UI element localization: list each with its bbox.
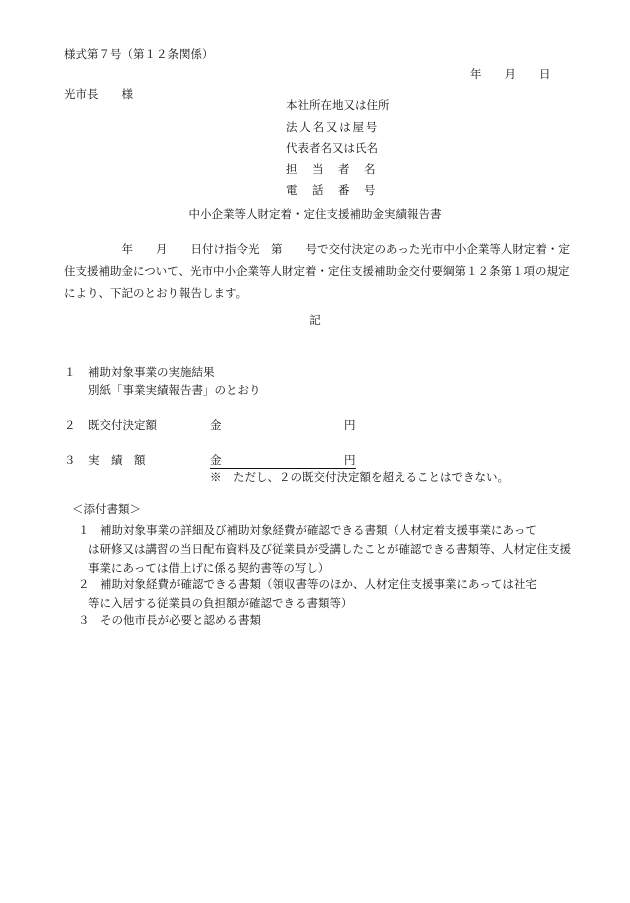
item-3-amount-prefix: 金 xyxy=(210,453,222,467)
item-3-amount-suffix: 円 xyxy=(344,453,356,467)
item-3-label: 実 績 額 xyxy=(88,453,146,467)
attachment-1-continuation: は研修又は講習の当日配布資料及び従業員が受講したことが確認できる書類等、人材定住支援事業にあっては借上げに係る契約書等の写し） xyxy=(88,542,571,575)
ki-heading: 記 xyxy=(309,313,321,327)
phone-number-label: 電話番号 xyxy=(286,183,390,197)
applicant-name-label: 法人名又は屋号 xyxy=(286,120,380,134)
item-1-label: 補助対象事業の実施結果 xyxy=(88,365,215,379)
contact-person-label: 担当者名 xyxy=(286,162,390,176)
item-2-amount-prefix: 金 xyxy=(210,418,222,432)
attachment-item-1 xyxy=(78,521,572,578)
form-number: 様式第７号（第１２条関係） xyxy=(64,47,214,61)
item-3-amount-line xyxy=(210,455,356,469)
item-3-number: ３ xyxy=(64,453,76,467)
attachment-1-number: １ xyxy=(78,523,90,537)
intro-paragraph: 年 月 日付け指令光 第 号で交付決定のあった光市中小企業等人財定着・定住支援補助金について、光市中小企業等人財定着・定住支援補助金交付要綱第１２条第１項の規定により、下記のとおり報告します。 xyxy=(64,242,570,300)
attachment-2-continuation: 等に入居する従業員の負担額が確認できる書類等） xyxy=(88,596,353,610)
item-2-number: ２ xyxy=(64,418,76,432)
attachment-item-2 xyxy=(78,575,572,613)
applicant-address-label: 本社所在地又は住所 xyxy=(286,98,390,112)
representative-label: 代表者名又は氏名 xyxy=(286,141,378,155)
addressee: 光市長 様 xyxy=(64,87,133,101)
attachment-3-number: ３ xyxy=(78,613,90,627)
item-1-number: １ xyxy=(64,365,76,379)
item-2-label: 既交付決定額 xyxy=(88,418,157,432)
attachment-2-number: ２ xyxy=(78,577,90,591)
document-title: 中小企業等人財定着・定住支援補助金実績報告書 xyxy=(188,207,442,221)
attachments-heading: ＜添付書類＞ xyxy=(72,502,141,516)
attachment-1-first-line: 補助対象事業の詳細及び補助対象経費が確認できる書類（人材定着支援事業にあって xyxy=(100,523,537,537)
attachment-2-first-line: 補助対象経費が確認できる書類（領収書等のほか、人材定住支援事業にあっては社宅 xyxy=(100,577,537,591)
attachment-item-3 xyxy=(78,611,572,630)
item-1-detail: 別紙「事業実績報告書」のとおり xyxy=(88,383,261,397)
item-3-note: ※ ただし、２の既交付決定額を超えることはできない。 xyxy=(210,470,509,484)
date-line: 年 月 日 xyxy=(470,67,551,81)
attachment-3-first-line: その他市長が必要と認める書類 xyxy=(100,613,261,627)
item-2-amount-suffix: 円 xyxy=(344,418,356,432)
